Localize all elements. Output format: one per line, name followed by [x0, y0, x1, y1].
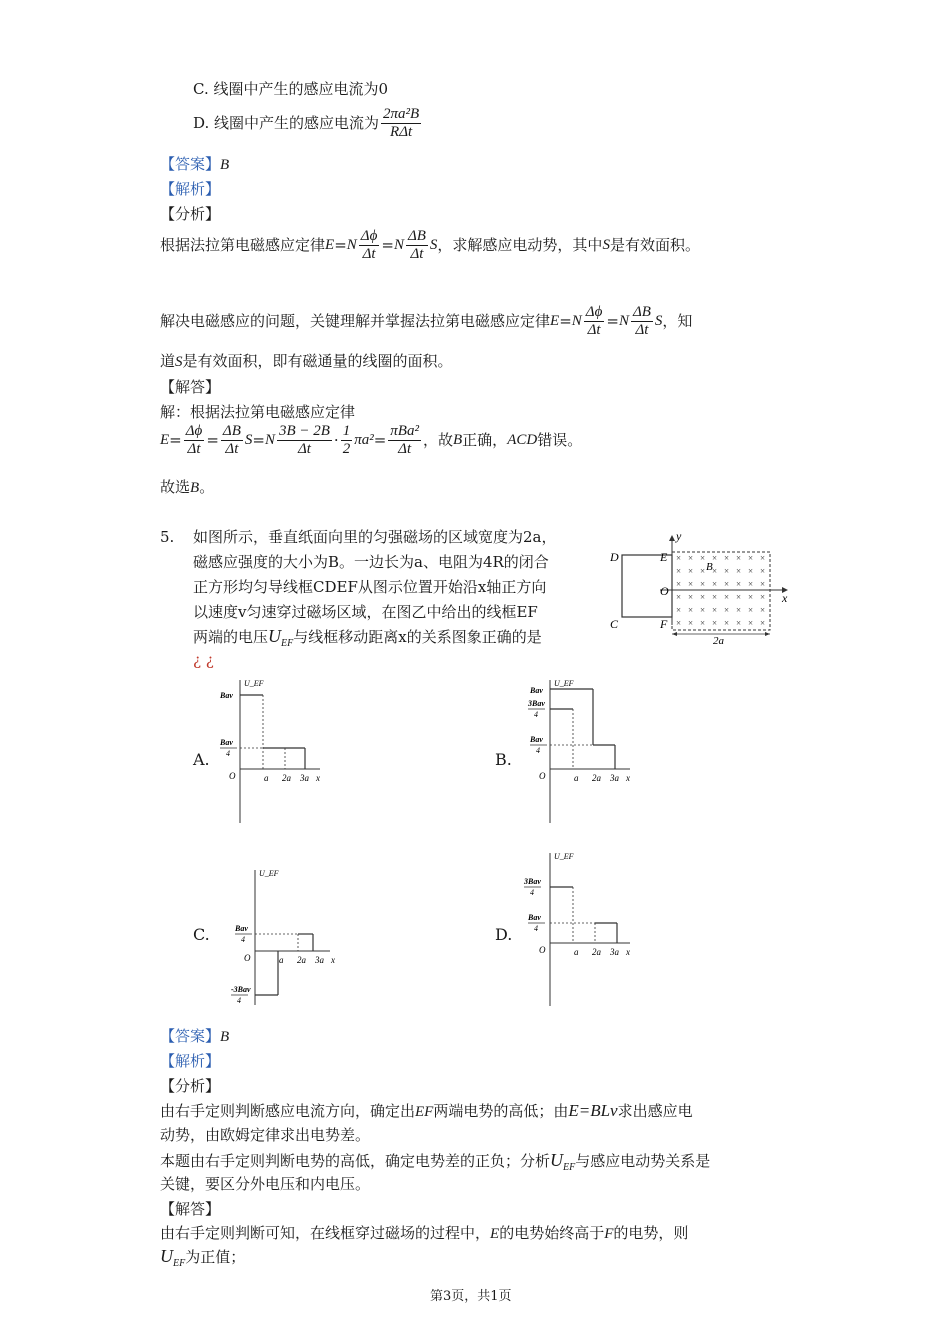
- graph-d: [520, 848, 640, 1008]
- answer-row-1: [160, 155, 229, 174]
- field-cross: ×: [736, 566, 742, 576]
- field-cross: ×: [724, 605, 730, 615]
- formula-eq: =: [381, 236, 394, 254]
- fenxi-text: 由右手定则判断感应电流方向，确定出: [160, 1102, 416, 1120]
- jieda-text: 的电势，则: [613, 1224, 689, 1242]
- field-cross: ×: [688, 605, 694, 615]
- field-cross: ×: [748, 553, 754, 563]
- question-line-3: 正方形均匀导线框CDEF从图示位置开始沿x轴正方向: [193, 578, 547, 596]
- three-bav4-label-den: 4: [534, 710, 538, 719]
- field-cross: ×: [724, 579, 730, 589]
- frac-den: Δt: [398, 440, 412, 457]
- symbol-ef: EF: [281, 638, 294, 649]
- option-d-label: D.: [495, 925, 513, 944]
- label-2a: 2a: [713, 635, 724, 647]
- formula-eq: =: [559, 312, 572, 330]
- bav4-label-num: Bav: [530, 735, 543, 744]
- jieda-text: 由右手定则判断可知，在线框穿过磁场的过程中，: [160, 1224, 491, 1242]
- field-cross: ×: [688, 592, 694, 602]
- label-y: y: [676, 530, 682, 543]
- frac-dphi-dt: [359, 228, 380, 262]
- fenxi-text: 两端电势的高低；由: [433, 1102, 569, 1120]
- field-cross: ×: [712, 592, 718, 602]
- field-cross: ×: [688, 579, 694, 589]
- symbol-ef: EF: [563, 1162, 576, 1173]
- fenxi-text: 道: [160, 352, 176, 370]
- tick-2a: 2a: [592, 947, 601, 957]
- jieda-line-1: 解：根据法拉第电磁感应定律: [160, 403, 356, 421]
- frac-db-dt: [221, 423, 243, 457]
- field-cross: ×: [700, 592, 706, 602]
- field-cross: ×: [736, 553, 742, 563]
- field-cross: ×: [748, 618, 754, 628]
- bav4-label-den: 4: [536, 746, 540, 755]
- fenxi-line-1: [160, 228, 700, 262]
- origin-label: O: [539, 771, 546, 781]
- answer-value: B: [220, 157, 230, 173]
- fenxi-label-1: 【分析】: [160, 205, 221, 223]
- question-text: 两端的电压: [193, 628, 269, 646]
- tick-x: x: [316, 773, 320, 783]
- symbol-u: U: [160, 1246, 173, 1266]
- fenxi-text: 解决电磁感应的问题，关键理解并掌握法拉第电磁感应定律: [160, 312, 551, 330]
- field-cross: ×: [760, 553, 766, 563]
- tick-3a: 3a: [300, 773, 309, 783]
- origin-label: O: [229, 771, 236, 781]
- conclusion-text: 故选: [160, 478, 191, 496]
- field-cross: ×: [760, 605, 766, 615]
- conclusion-text: B: [190, 480, 200, 496]
- formula-eq: =: [169, 431, 182, 449]
- label-c: C: [610, 617, 619, 631]
- tick-a: a: [574, 773, 579, 783]
- option-d-numerator: 2πa²B: [383, 106, 420, 122]
- three-bav4-label-num: 3Bav: [528, 699, 545, 708]
- bav4-label-num: Bav: [235, 924, 248, 933]
- option-d: [193, 106, 423, 140]
- frac-num: 1: [342, 423, 351, 439]
- formula-eq: =: [373, 431, 387, 449]
- answer-value: B: [220, 1029, 230, 1045]
- question-line-2: 磁感应强度的大小为B。一边长为a、电阻为4R的闭合: [193, 553, 549, 571]
- tick-2a: 2a: [297, 955, 306, 965]
- fenxi-text: S: [602, 237, 610, 253]
- field-cross: ×: [676, 592, 682, 602]
- origin-label: O: [539, 945, 546, 955]
- fenxi-2-line-4: 关键，要区分外电压和内电压。: [160, 1175, 371, 1193]
- frac-den: Δt: [587, 321, 601, 338]
- option-d-denominator: RΔt: [390, 123, 413, 140]
- jieda-label-1: 【解答】: [160, 378, 221, 396]
- symbol-u: U: [550, 1150, 564, 1170]
- tick-2a: 2a: [282, 773, 291, 783]
- formula-n: N: [571, 313, 582, 329]
- formula-s: S: [429, 237, 438, 253]
- frac-dphi-dt: [184, 423, 205, 457]
- fenxi-2-line-2: 动势，由欧姆定律求出电势差。: [160, 1126, 371, 1144]
- bav4-label-num: Bav: [220, 738, 233, 747]
- frac-num: ΔB: [222, 423, 241, 439]
- fenxi-text: 求出感应电: [617, 1102, 693, 1120]
- formula-eq: =: [252, 431, 265, 449]
- fenxi-label-2: 【分析】: [160, 1077, 221, 1095]
- tick-x: x: [626, 773, 630, 783]
- frac-den: Δt: [187, 440, 201, 457]
- field-cross: ×: [676, 566, 682, 576]
- answer-label: 【答案】: [160, 1027, 221, 1045]
- option-c: C. 线圈中产生的感应电流为0: [193, 80, 389, 98]
- tick-a: a: [574, 947, 579, 957]
- origin-label: O: [244, 953, 251, 963]
- label-e: E: [660, 550, 668, 564]
- label-b: B: [706, 561, 713, 573]
- field-region: [672, 552, 770, 630]
- formula-dot: ·: [333, 431, 339, 449]
- field-cross: ×: [736, 579, 742, 589]
- answer-label: 【答案】: [160, 155, 221, 173]
- graph-b: [520, 675, 640, 825]
- field-cross: ×: [760, 579, 766, 589]
- field-cross: ×: [748, 605, 754, 615]
- field-cross: ×: [700, 618, 706, 628]
- option-d-fraction: [381, 106, 421, 140]
- fenxi-text: EF: [415, 1104, 434, 1120]
- frac-db-dt: [631, 304, 653, 338]
- frac-num: Δϕ: [360, 228, 378, 244]
- fenxi-2-line-1: [160, 1101, 693, 1121]
- jieda-text: ，故: [422, 431, 453, 449]
- frac-den: Δt: [225, 440, 239, 457]
- field-cross: ×: [736, 618, 742, 628]
- jieda-label-2: 【解答】: [160, 1200, 221, 1218]
- field-cross: ×: [724, 618, 730, 628]
- frac-den: Δt: [635, 321, 649, 338]
- field-cross: ×: [676, 579, 682, 589]
- label-d: D: [610, 550, 619, 564]
- fenxi-text: 本题由右手定则判断电势的高低，确定电势差的正负；分析: [160, 1152, 551, 1170]
- jieda-text: 为正值；: [185, 1248, 246, 1266]
- field-cross: ×: [760, 618, 766, 628]
- fenxi-text: S: [175, 354, 183, 370]
- jieda-equation: [160, 423, 582, 457]
- frac-den: Δt: [410, 245, 424, 262]
- fenxi-text: 是有效面积，即有磁通量的线圈的面积。: [182, 352, 453, 370]
- field-cross: ×: [712, 566, 718, 576]
- tick-3a: 3a: [610, 773, 619, 783]
- formula-e: E: [160, 432, 170, 448]
- field-cross: ×: [688, 618, 694, 628]
- symbol-u: U: [268, 626, 282, 646]
- answer-row-2: [160, 1027, 229, 1046]
- field-cross: ×: [760, 592, 766, 602]
- option-c-label: C.: [193, 925, 210, 944]
- field-cross: ×: [736, 592, 742, 602]
- question-line-5: [193, 626, 542, 650]
- page-footer: 第3页，共1页: [430, 1289, 512, 1304]
- frac-num: πBa²: [390, 423, 419, 439]
- question-text: 与线框移动距离x的关系图象正确的是: [293, 628, 542, 646]
- field-cross: ×: [736, 605, 742, 615]
- analysis-label-2: 【解析】: [160, 1052, 221, 1070]
- frac-db-dt: [406, 228, 428, 262]
- formula-eq: =: [606, 312, 619, 330]
- field-cross: ×: [724, 566, 730, 576]
- frac-num: Δϕ: [585, 304, 603, 320]
- bav4-label-den: 4: [241, 935, 245, 944]
- fenxi-text: 是有效面积。: [609, 236, 700, 254]
- tick-a: a: [264, 773, 269, 783]
- fenxi-line-3: [160, 352, 453, 371]
- bav4-label-den: 4: [226, 749, 230, 758]
- formula-n: N: [346, 237, 357, 253]
- formula-n: N: [264, 432, 275, 448]
- formula-e: E: [550, 313, 560, 329]
- field-cross: ×: [760, 566, 766, 576]
- graph-a: [215, 675, 335, 825]
- question-line-1: 如图所示，垂直纸面向里的匀强磁场的区域宽度为2a，: [193, 528, 557, 546]
- three-bav4-label-den: 4: [530, 888, 534, 897]
- tick-3a: 3a: [610, 947, 619, 957]
- field-cross: ×: [688, 566, 694, 576]
- frac-den: Δt: [297, 440, 311, 457]
- uef-label: U_EF: [554, 852, 574, 861]
- formula-e: E: [325, 237, 335, 253]
- fenxi-line-2: [160, 304, 692, 338]
- jieda-2-line-1: [160, 1224, 688, 1243]
- neg-three-bav4-label-den: 4: [237, 996, 241, 1005]
- frac-num: 3B − 2B: [278, 423, 330, 439]
- uef-label: U_EF: [554, 679, 574, 688]
- field-cross: ×: [700, 579, 706, 589]
- tick-x: x: [331, 955, 335, 965]
- field-cross: ×: [700, 605, 706, 615]
- field-cross: ×: [676, 553, 682, 563]
- graph-c: [225, 865, 345, 1010]
- frac-num: ΔB: [632, 304, 651, 320]
- option-b-label: B.: [495, 750, 512, 769]
- question-number: 5.: [160, 528, 175, 546]
- tick-a: a: [279, 955, 284, 965]
- field-cross: ×: [748, 592, 754, 602]
- conclusion-1: [160, 478, 214, 497]
- frac-3b2b-dt: [277, 423, 332, 457]
- magnetic-field-figure: [610, 530, 795, 648]
- uef-label: U_EF: [259, 869, 279, 878]
- jieda-text: ACD: [507, 432, 538, 448]
- field-cross: ×: [748, 579, 754, 589]
- formula-ebLv: E=BLv: [568, 1101, 618, 1120]
- symbol-ef: EF: [173, 1258, 186, 1269]
- frac-dphi-dt: [584, 304, 605, 338]
- fenxi-text: 与感应电动势关系是: [575, 1152, 711, 1170]
- bav-label: Bav: [220, 691, 233, 700]
- jieda-text: E: [490, 1226, 500, 1242]
- frac-num: ΔB: [407, 228, 426, 244]
- question-line-6: ¿ ¿: [193, 651, 214, 669]
- tick-x: x: [626, 947, 630, 957]
- analysis-label-1: 【解析】: [160, 180, 221, 198]
- field-cross: ×: [712, 579, 718, 589]
- field-cross: ×: [712, 605, 718, 615]
- jieda-text: 正确，: [462, 431, 508, 449]
- jieda-text: 的电势始终高于: [499, 1224, 605, 1242]
- label-x: x: [782, 591, 788, 605]
- field-cross: ×: [712, 618, 718, 628]
- jieda-2-line-2: [160, 1246, 245, 1270]
- fenxi-2-line-3: [160, 1150, 710, 1174]
- option-a-label: A.: [193, 750, 210, 769]
- field-cross: ×: [712, 553, 718, 563]
- frac-den: Δt: [362, 245, 376, 262]
- formula-n: N: [393, 237, 404, 253]
- label-o: O: [660, 584, 669, 598]
- neg-three-bav4-label-num: -3Bav: [231, 985, 251, 994]
- field-cross: ×: [724, 592, 730, 602]
- jieda-text: 错误。: [537, 431, 583, 449]
- bav4-label-den: 4: [534, 924, 538, 933]
- fenxi-text: 根据法拉第电磁感应定律: [160, 236, 326, 254]
- tick-3a: 3a: [315, 955, 324, 965]
- formula-pia2: πa²: [354, 432, 374, 448]
- field-cross: ×: [700, 553, 706, 563]
- three-bav4-label-num: 3Bav: [524, 877, 541, 886]
- formula-s: S: [654, 313, 663, 329]
- bav-label: Bav: [530, 686, 543, 695]
- fenxi-text: ，知: [662, 312, 693, 330]
- field-cross: ×: [700, 566, 706, 576]
- field-cross: ×: [724, 553, 730, 563]
- uef-label: U_EF: [244, 679, 264, 688]
- question-line-4: 以速度v匀速穿过磁场区域，在图乙中给出的线框EF: [193, 603, 538, 621]
- field-cross: ×: [688, 553, 694, 563]
- frac-piba2-dt: [388, 423, 421, 457]
- formula-n: N: [618, 313, 629, 329]
- field-cross: ×: [676, 605, 682, 615]
- frac-num: Δϕ: [185, 423, 203, 439]
- bav4-label-num: Bav: [528, 913, 541, 922]
- label-f: F: [660, 617, 668, 631]
- tick-2a: 2a: [592, 773, 601, 783]
- formula-eq: =: [334, 236, 347, 254]
- formula-eq: =: [206, 431, 219, 449]
- fenxi-text: ，求解感应电动势，其中: [437, 236, 603, 254]
- frac-half: [341, 423, 353, 457]
- field-cross: ×: [748, 566, 754, 576]
- jieda-text: F: [604, 1226, 614, 1242]
- frac-den: 2: [342, 440, 351, 457]
- option-d-prefix: D. 线圈中产生的感应电流为: [193, 114, 380, 132]
- conclusion-text: 。: [199, 478, 215, 496]
- formula-s: S: [244, 432, 253, 448]
- jieda-text: B: [453, 432, 463, 448]
- field-cross: ×: [676, 618, 682, 628]
